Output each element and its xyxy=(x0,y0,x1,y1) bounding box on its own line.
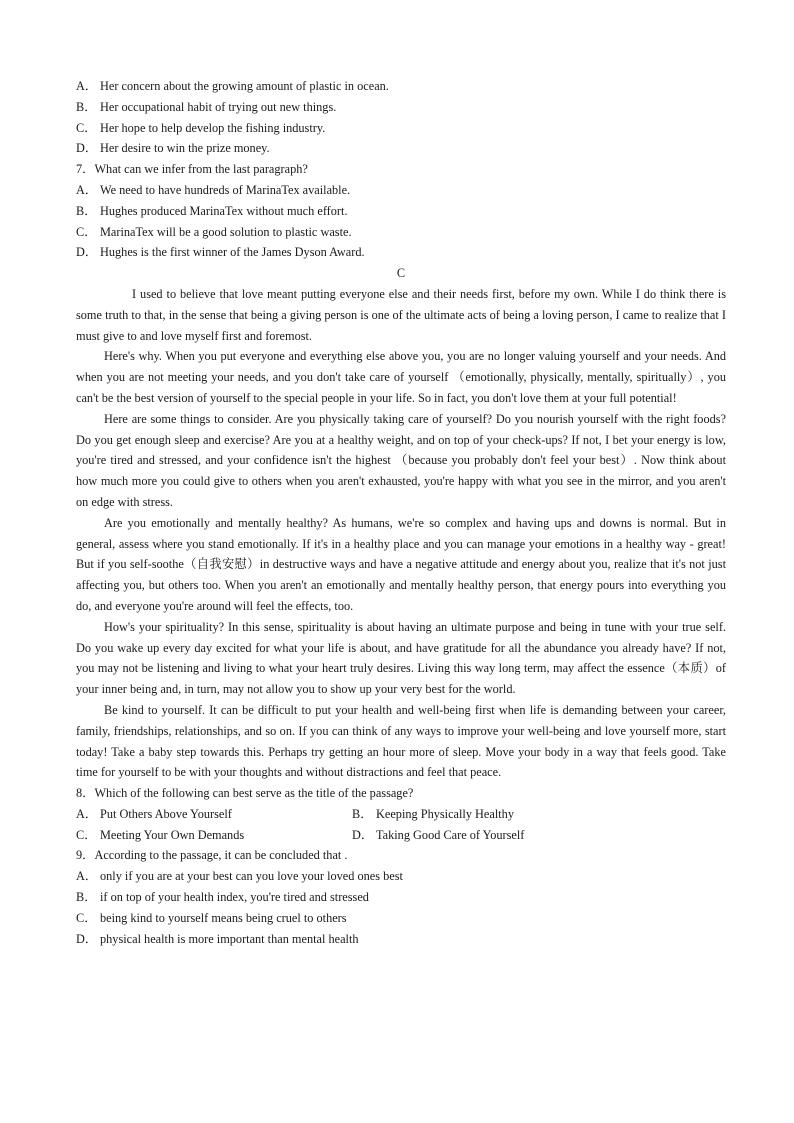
q6-option-b: B． Her occupational habit of trying out new things. xyxy=(76,99,337,114)
q6-option-d: D． Her desire to win the prize money. xyxy=(76,141,270,156)
q9-option-c: C． being kind to yourself means being cruel to others xyxy=(76,910,347,925)
q6-option-c: C． Her hope to help develop the fishing industry. xyxy=(76,120,326,135)
q6-option-a: A． Her concern about the growing amount of plastic in ocean. xyxy=(76,79,389,93)
q7-option-b: B． Hughes produced MarinaTex without much effort. xyxy=(76,203,348,218)
passage-paragraph-5: How's your spirituality? In this sense, spirituality is about having an ultimate purpose and being in tune with your true self. Do you wake up every day excited for what your life is about, and have gratitude for all the abundance you already have? If not, you may not be listening and living to what your heart truly desires. Living this way long term, may affect the essence（本质）of your inner being and, in turn, may not allow you to show up your very best for the world. xyxy=(76,619,726,697)
exam-page xyxy=(76,76,726,949)
passage-paragraph-3: Here are some things to consider. Are you physically taking care of yourself? Do you nourish yourself with the right foods? Do you get enough sleep and exercise? Are you at a healthy weight, and on top of your check-ups? If not, I bet your energy is low, you're tired and stressed, and your confidence isn't the highest （because you probably don't feel your best）. Now think about how much more you could give to others when you aren't exhausted, you're happy with what you see in the mirror, and you aren't on edge with stress. xyxy=(76,411,726,509)
q7-option-d: D． Hughes is the first winner of the James Dyson Award. xyxy=(76,245,365,260)
q9-option-d: D． physical health is more important than mental health xyxy=(76,931,359,946)
q7-stem: 7．What can we infer from the last paragraph? xyxy=(76,162,308,177)
q7-option-a: A． We need to have hundreds of MarinaTex available. xyxy=(76,182,351,197)
q8-option-b: B． Keeping Physically Healthy xyxy=(352,806,514,821)
q9-stem: 9．According to the passage, it can be concluded that . xyxy=(76,848,348,863)
passage-paragraph-1: I used to believe that love meant putting everyone else and their needs first, before my own. While I do think there is some truth to that, in the sense that being a giving person is one of the ultimate acts of being a loving person, I came to realize that I must give to and love myself first and foremost. xyxy=(76,286,726,343)
q7-option-c: C． MarinaTex will be a good solution to plastic waste. xyxy=(76,224,352,239)
q8-options-row-2 xyxy=(76,825,726,846)
q8-option-d: D． Taking Good Care of Yourself xyxy=(352,827,525,842)
q8-option-c: C． Meeting Your Own Demands xyxy=(76,827,245,842)
passage-paragraph-2: Here's why. When you put everyone and everything else above you, you are no longer valuing yourself and your needs. And when you are not meeting your needs, and you don't take care of yourself （emotionally, physically, mentally, spiritually）, you can't be the best version of yourself to the special people in your life. So in fact, you don't love them at your full potential! xyxy=(76,349,726,405)
section-label: C xyxy=(396,266,406,281)
q8-option-a: A． Put Others Above Yourself xyxy=(76,806,232,821)
q8-stem: 8．Which of the following can best serve as the title of the passage? xyxy=(76,786,414,801)
q9-option-b: B． if on top of your health index, you're tired and stressed xyxy=(76,890,369,905)
q8-options-row-1 xyxy=(76,804,726,825)
passage-paragraph-6: Be kind to yourself. It can be difficult to put your health and well-being first when life is demanding between your career, family, friendships, relationships, and so on. If you can think of any ways to improve your well-being and love yourself more, start today! Take a baby step towards this. Perhaps try getting an hour more of sleep. Move your body in a way that feels good. Take time for yourself to be with your thoughts and without distractions and feel that peace. xyxy=(76,702,726,780)
q9-option-a: A． only if you are at your best can you love your loved ones best xyxy=(76,869,403,884)
passage-paragraph-4: Are you emotionally and mentally healthy? As humans, we're so complex and having ups and downs is normal. But in general, assess where you stand emotionally. If it's in a healthy place and you can manage your emotions in a healthy way - great! But if you self-soothe（自我安慰）in destructive ways and have a negative attitude and energy about you, realize that it's not just affecting you, but others too. When you aren't an emotionally and mentally healthy person, that energy pours into everything you do, and everyone you're around will feel the effects, too. xyxy=(76,515,726,613)
